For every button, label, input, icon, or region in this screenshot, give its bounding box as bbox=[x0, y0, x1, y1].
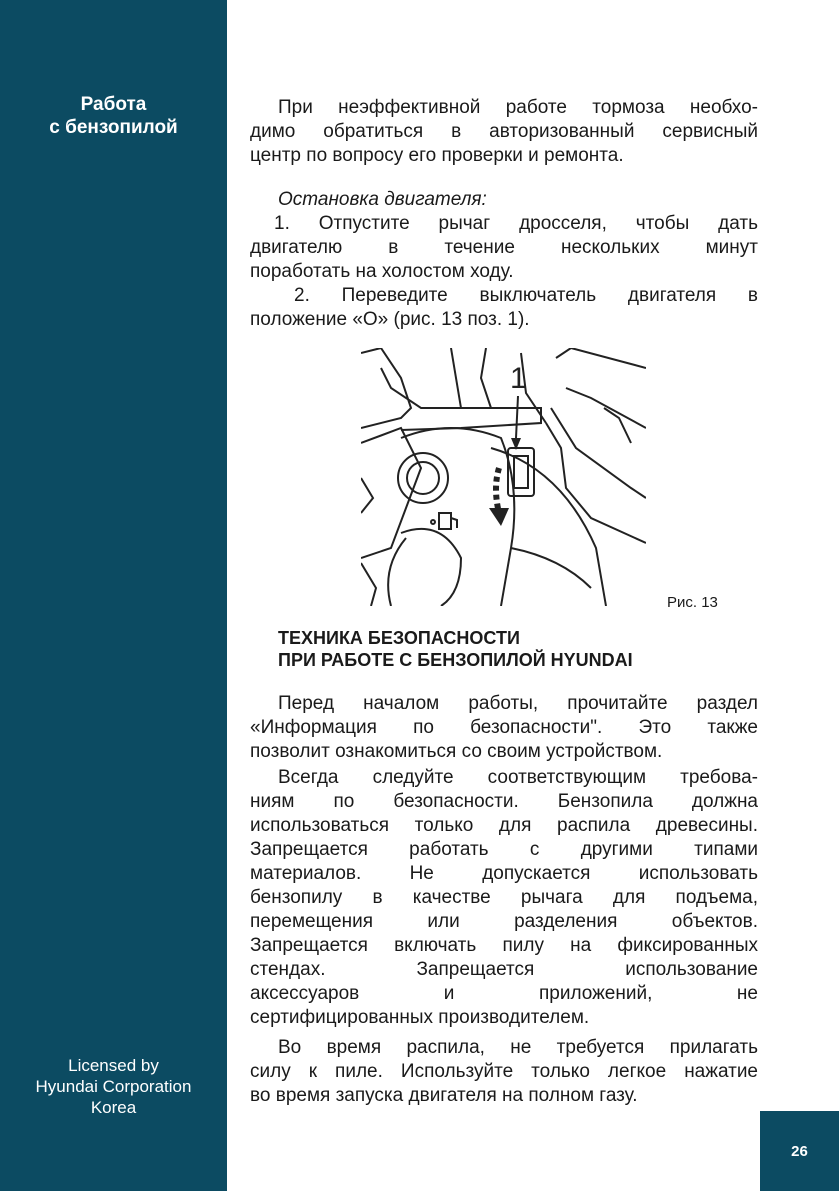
text-line: во время запуска двигателя на полном газу. bbox=[250, 1085, 638, 1106]
text-line: бензопилу в качестве рычага для подъема, bbox=[250, 887, 758, 908]
text-line: Запрещается работать с другими типами bbox=[250, 839, 758, 860]
text-line: «Информация по безопасности". Это также bbox=[250, 717, 758, 738]
safety-paragraph-2 bbox=[250, 766, 758, 1030]
text-line: перемещения или разделения объектов. bbox=[250, 911, 758, 932]
section-title bbox=[0, 93, 227, 139]
text-line: димо обратиться в авторизованный сервисный bbox=[250, 121, 758, 142]
figure-13 bbox=[361, 348, 646, 606]
safety-heading bbox=[278, 627, 633, 671]
text-line: позволит ознакомиться со своим устройством. bbox=[250, 741, 663, 762]
license-line: Licensed by bbox=[68, 1056, 159, 1075]
safety-heading-line: ТЕХНИКА БЕЗОПАСНОСТИ bbox=[278, 628, 520, 648]
license-note bbox=[0, 1055, 227, 1118]
safety-heading-line: ПРИ РАБОТЕ С БЕНЗОПИЛОЙ HYUNDAI bbox=[278, 650, 633, 670]
text-line: центр по вопросу его проверки и ремонта. bbox=[250, 145, 624, 166]
text-line: Запрещается включать пилу на фиксированных bbox=[250, 935, 758, 956]
callout-number: 1 bbox=[510, 362, 527, 395]
text-line: ниям по безопасности. Бензопила должна bbox=[250, 791, 758, 812]
text-line: силу к пиле. Используйте только легкое нажатие bbox=[250, 1061, 758, 1082]
brake-paragraph bbox=[250, 96, 758, 168]
text-line: двигателю в течение нескольких минут bbox=[250, 237, 758, 258]
arrow-down-icon bbox=[489, 468, 509, 526]
text-line: стендах. Запрещается использование bbox=[250, 959, 758, 980]
section-title-line: с бензопилой bbox=[49, 117, 178, 138]
page-number: 26 bbox=[760, 1111, 839, 1191]
section-title-line: Работа bbox=[80, 94, 147, 115]
engine-stop-heading: Остановка двигателя: bbox=[278, 189, 487, 210]
text-line: Перед началом работы, прочитайте раздел bbox=[278, 693, 758, 714]
text-line: положение «О» (рис. 13 поз. 1). bbox=[250, 309, 530, 330]
text-line: 1. Отпустите рычаг дросселя, чтобы дать bbox=[274, 213, 758, 234]
sidebar bbox=[0, 0, 227, 1191]
text-line: 2. Переведите выключатель двигателя в bbox=[294, 285, 758, 306]
callout-leader bbox=[516, 396, 518, 438]
text-line: аксессуаров и приложений, не bbox=[250, 983, 758, 1004]
text-line: Во время распила, не требуется прилагать bbox=[278, 1037, 758, 1058]
chain-saw-switch-drawing bbox=[361, 348, 646, 606]
license-line: Korea bbox=[90, 1098, 137, 1117]
text-line: материалов. Не допускается использовать bbox=[250, 863, 758, 884]
text-line: сертифицированных производителем. bbox=[250, 1007, 590, 1028]
fuel-pump-icon bbox=[431, 513, 457, 529]
safety-paragraph-1 bbox=[250, 692, 758, 764]
text-line: поработать на холостом ходу. bbox=[250, 261, 514, 282]
safety-paragraph-3 bbox=[250, 1036, 758, 1108]
engine-stop-section bbox=[250, 188, 758, 332]
text-line: Всегда следуйте соответствующим требова- bbox=[278, 767, 758, 788]
license-line: Hyundai Corporation bbox=[35, 1077, 192, 1096]
figure-caption: Рис. 13 bbox=[667, 594, 718, 611]
text-line: использоваться только для распила древесины. bbox=[250, 815, 758, 836]
text-line: При неэффективной работе тормоза необхо- bbox=[278, 97, 758, 118]
